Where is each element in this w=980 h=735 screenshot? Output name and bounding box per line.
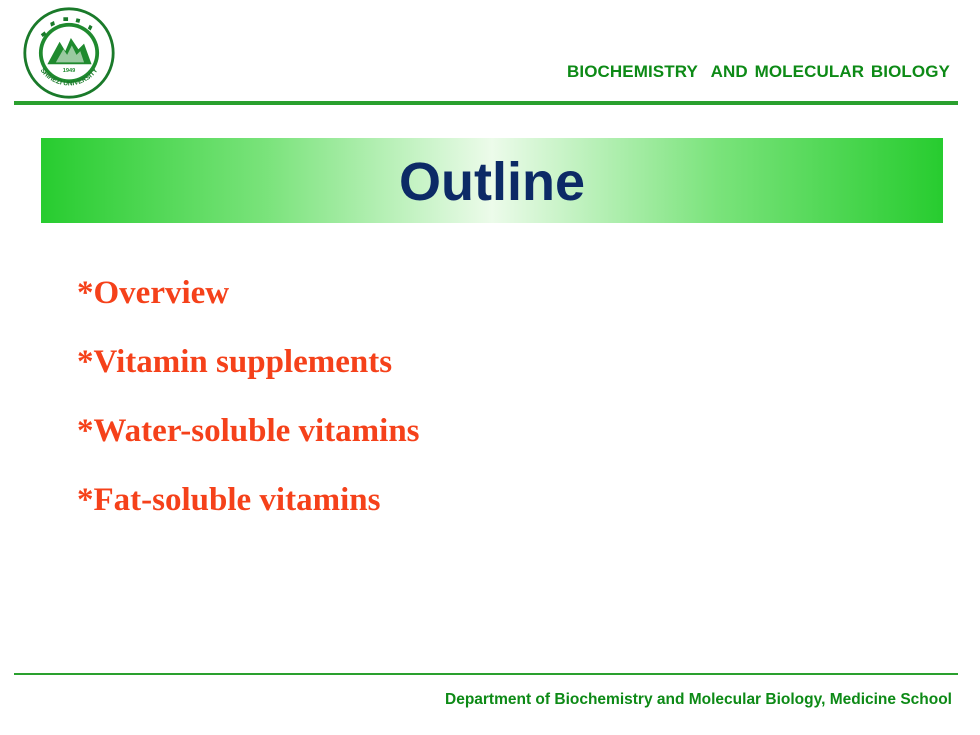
footer-department: Department of Biochemistry and Molecular Biology, Medicine School (445, 691, 952, 708)
header-divider (14, 101, 958, 105)
page-title: Outline (399, 152, 585, 212)
university-seal-icon (22, 6, 116, 100)
title-banner (41, 138, 943, 223)
outline-item-vitamin-supplements: *Vitamin supplements (77, 344, 393, 380)
outline-list (77, 276, 420, 552)
footer-divider (14, 673, 958, 675)
outline-item-overview: *Overview (77, 275, 230, 311)
seal-ring-text: SHIHEZI UNIVERSITY (38, 67, 100, 88)
outline-item-water-soluble-vitamins: *Water-soluble vitamins (77, 413, 420, 449)
header-title: BIOCHEMISTRY AND MOLECULAR BIOLOGY (567, 62, 950, 81)
seal-year: 1949 (62, 67, 76, 74)
outline-item-fat-soluble-vitamins: *Fat-soluble vitamins (77, 482, 381, 518)
